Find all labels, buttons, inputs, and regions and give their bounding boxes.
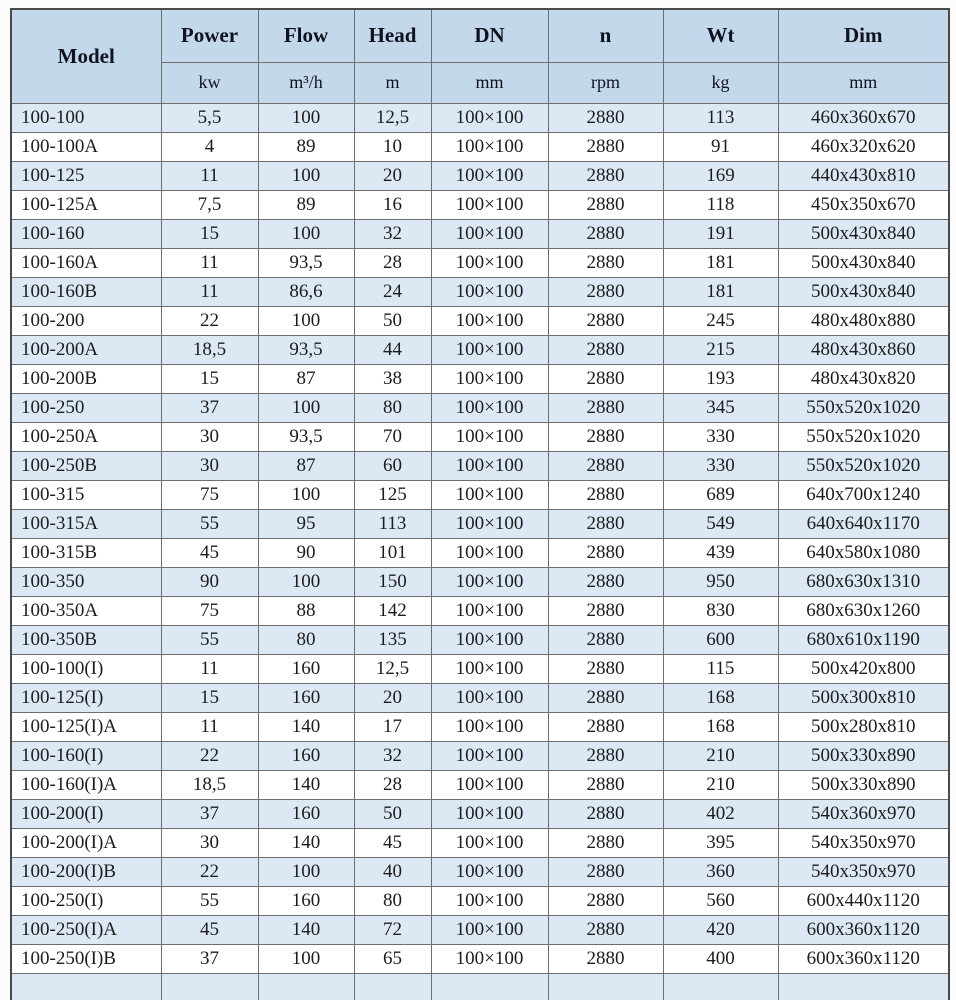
table-row: [11, 713, 949, 742]
cell-flow: 160: [258, 800, 354, 829]
cell-wt: [663, 974, 778, 1000]
cell-n: 2880: [548, 800, 663, 829]
cell-head: 135: [354, 626, 431, 655]
cell-dim: 500x330x890: [778, 742, 949, 771]
cell-head: 16: [354, 191, 431, 220]
cell-wt: 560: [663, 887, 778, 916]
cell-model: 100-100: [11, 104, 161, 133]
cell-power: 15: [161, 220, 258, 249]
table-row-partial: [11, 974, 949, 1000]
cell-n: 2880: [548, 771, 663, 800]
cell-wt: 360: [663, 858, 778, 887]
table-row: [11, 771, 949, 800]
cell-dn: 100×100: [431, 365, 548, 394]
cell-power: 11: [161, 655, 258, 684]
cell-dim: 480x430x860: [778, 336, 949, 365]
table-row: [11, 249, 949, 278]
cell-n: 2880: [548, 365, 663, 394]
cell-model: 100-160B: [11, 278, 161, 307]
table-row: [11, 539, 949, 568]
cell-power: 30: [161, 423, 258, 452]
cell-power: 22: [161, 742, 258, 771]
cell-model: 100-350B: [11, 626, 161, 655]
cell-head: 65: [354, 945, 431, 974]
cell-head: 142: [354, 597, 431, 626]
cell-dn: 100×100: [431, 452, 548, 481]
cell-n: 2880: [548, 336, 663, 365]
cell-dn: 100×100: [431, 655, 548, 684]
table-row: [11, 423, 949, 452]
cell-flow: 86,6: [258, 278, 354, 307]
cell-dn: 100×100: [431, 191, 548, 220]
cell-n: 2880: [548, 249, 663, 278]
cell-dim: 500x430x840: [778, 220, 949, 249]
cell-power: 15: [161, 365, 258, 394]
cell-model: 100-160: [11, 220, 161, 249]
table-body: [11, 104, 949, 1000]
table-row: [11, 278, 949, 307]
cell-model: 100-160A: [11, 249, 161, 278]
cell-wt: 168: [663, 713, 778, 742]
cell-dim: 680x630x1310: [778, 568, 949, 597]
table-row: [11, 452, 949, 481]
cell-dn: 100×100: [431, 539, 548, 568]
cell-n: 2880: [548, 539, 663, 568]
cell-dim: 460x360x670: [778, 104, 949, 133]
cell-flow: 140: [258, 713, 354, 742]
table-row: [11, 684, 949, 713]
cell-wt: 400: [663, 945, 778, 974]
cell-head: 40: [354, 858, 431, 887]
cell-head: 10: [354, 133, 431, 162]
cell-dn: 100×100: [431, 597, 548, 626]
cell-flow: 100: [258, 394, 354, 423]
cell-dim: 500x280x810: [778, 713, 949, 742]
cell-flow: 80: [258, 626, 354, 655]
cell-wt: 215: [663, 336, 778, 365]
column-header-model: Model: [11, 9, 161, 104]
column-header-power: Power: [161, 9, 258, 63]
cell-flow: 90: [258, 539, 354, 568]
cell-head: 20: [354, 162, 431, 191]
cell-flow: 160: [258, 887, 354, 916]
cell-head: 20: [354, 684, 431, 713]
table-row: [11, 133, 949, 162]
cell-head: 80: [354, 394, 431, 423]
cell-power: [161, 974, 258, 1000]
cell-n: 2880: [548, 684, 663, 713]
table-row: [11, 655, 949, 684]
cell-power: 55: [161, 626, 258, 655]
cell-flow: 140: [258, 916, 354, 945]
cell-power: 7,5: [161, 191, 258, 220]
cell-dn: 100×100: [431, 278, 548, 307]
cell-power: 45: [161, 539, 258, 568]
cell-wt: 549: [663, 510, 778, 539]
cell-head: 24: [354, 278, 431, 307]
cell-head: 50: [354, 307, 431, 336]
cell-n: [548, 974, 663, 1000]
cell-dn: 100×100: [431, 249, 548, 278]
cell-flow: 100: [258, 858, 354, 887]
cell-head: 12,5: [354, 104, 431, 133]
cell-flow: 160: [258, 655, 354, 684]
cell-head: 38: [354, 365, 431, 394]
cell-power: 11: [161, 162, 258, 191]
cell-power: 11: [161, 713, 258, 742]
cell-flow: 89: [258, 133, 354, 162]
cell-dim: 640x580x1080: [778, 539, 949, 568]
cell-dim: 480x480x880: [778, 307, 949, 336]
cell-power: 22: [161, 858, 258, 887]
cell-n: 2880: [548, 626, 663, 655]
cell-wt: 115: [663, 655, 778, 684]
cell-dn: 100×100: [431, 336, 548, 365]
cell-power: 37: [161, 394, 258, 423]
cell-head: 45: [354, 829, 431, 858]
cell-dn: 100×100: [431, 829, 548, 858]
cell-dim: 540x350x970: [778, 829, 949, 858]
cell-model: 100-250A: [11, 423, 161, 452]
cell-model: 100-200A: [11, 336, 161, 365]
cell-n: 2880: [548, 394, 663, 423]
cell-flow: [258, 974, 354, 1000]
cell-model: 100-250(I)B: [11, 945, 161, 974]
cell-model: 100-250(I)A: [11, 916, 161, 945]
cell-dim: 500x430x840: [778, 278, 949, 307]
cell-dim: 600x360x1120: [778, 916, 949, 945]
cell-head: 72: [354, 916, 431, 945]
cell-wt: 395: [663, 829, 778, 858]
cell-dn: 100×100: [431, 510, 548, 539]
cell-wt: 950: [663, 568, 778, 597]
cell-model: 100-100A: [11, 133, 161, 162]
table-row: [11, 365, 949, 394]
cell-power: 90: [161, 568, 258, 597]
cell-wt: 169: [663, 162, 778, 191]
table-row: [11, 336, 949, 365]
cell-flow: 140: [258, 771, 354, 800]
cell-wt: 210: [663, 742, 778, 771]
cell-dn: 100×100: [431, 771, 548, 800]
cell-power: 15: [161, 684, 258, 713]
cell-dn: 100×100: [431, 800, 548, 829]
cell-model: 100-160(I): [11, 742, 161, 771]
cell-dim: 640x700x1240: [778, 481, 949, 510]
cell-head: 60: [354, 452, 431, 481]
cell-power: 30: [161, 829, 258, 858]
cell-model: 100-100(I): [11, 655, 161, 684]
cell-power: 11: [161, 278, 258, 307]
cell-flow: 100: [258, 220, 354, 249]
cell-flow: 100: [258, 945, 354, 974]
cell-dn: 100×100: [431, 394, 548, 423]
cell-dn: 100×100: [431, 713, 548, 742]
cell-n: 2880: [548, 655, 663, 684]
cell-n: 2880: [548, 742, 663, 771]
cell-flow: 100: [258, 568, 354, 597]
cell-head: 125: [354, 481, 431, 510]
cell-model: 100-250B: [11, 452, 161, 481]
cell-dn: 100×100: [431, 133, 548, 162]
cell-power: 37: [161, 945, 258, 974]
cell-flow: 87: [258, 452, 354, 481]
table-row: [11, 220, 949, 249]
cell-model: 100-125A: [11, 191, 161, 220]
cell-wt: 830: [663, 597, 778, 626]
cell-n: 2880: [548, 858, 663, 887]
table-row: [11, 307, 949, 336]
cell-dim: 460x320x620: [778, 133, 949, 162]
table-header: [11, 9, 949, 104]
cell-wt: 330: [663, 452, 778, 481]
cell-dim: 550x520x1020: [778, 423, 949, 452]
cell-dim: 540x350x970: [778, 858, 949, 887]
cell-head: 80: [354, 887, 431, 916]
cell-dim: 680x610x1190: [778, 626, 949, 655]
cell-dn: 100×100: [431, 481, 548, 510]
cell-n: 2880: [548, 220, 663, 249]
cell-wt: 600: [663, 626, 778, 655]
cell-model: 100-315B: [11, 539, 161, 568]
cell-dim: 500x430x840: [778, 249, 949, 278]
cell-model: 100-250: [11, 394, 161, 423]
cell-power: 22: [161, 307, 258, 336]
cell-head: 70: [354, 423, 431, 452]
cell-model: [11, 974, 161, 1000]
cell-head: 113: [354, 510, 431, 539]
table-row: [11, 887, 949, 916]
cell-wt: 345: [663, 394, 778, 423]
column-header-n: n: [548, 9, 663, 63]
cell-n: 2880: [548, 887, 663, 916]
column-unit-head: m: [354, 63, 431, 104]
cell-n: 2880: [548, 916, 663, 945]
cell-model: 100-350A: [11, 597, 161, 626]
cell-wt: 689: [663, 481, 778, 510]
cell-wt: 420: [663, 916, 778, 945]
cell-n: 2880: [548, 133, 663, 162]
cell-n: 2880: [548, 307, 663, 336]
cell-head: 28: [354, 771, 431, 800]
cell-head: 44: [354, 336, 431, 365]
cell-dn: 100×100: [431, 423, 548, 452]
cell-head: 12,5: [354, 655, 431, 684]
cell-wt: 168: [663, 684, 778, 713]
cell-n: 2880: [548, 278, 663, 307]
table-row: [11, 191, 949, 220]
cell-n: 2880: [548, 481, 663, 510]
cell-wt: 181: [663, 278, 778, 307]
column-header-head: Head: [354, 9, 431, 63]
cell-flow: 95: [258, 510, 354, 539]
pump-spec-table: [10, 8, 950, 1000]
cell-dn: 100×100: [431, 858, 548, 887]
cell-n: 2880: [548, 104, 663, 133]
table-row: [11, 742, 949, 771]
cell-power: 5,5: [161, 104, 258, 133]
table-row: [11, 568, 949, 597]
table-row: [11, 104, 949, 133]
cell-flow: 140: [258, 829, 354, 858]
cell-dim: [778, 974, 949, 1000]
cell-model: 100-350: [11, 568, 161, 597]
cell-dim: 480x430x820: [778, 365, 949, 394]
column-header-flow: Flow: [258, 9, 354, 63]
cell-dim: 500x330x890: [778, 771, 949, 800]
cell-wt: 193: [663, 365, 778, 394]
cell-dim: 680x630x1260: [778, 597, 949, 626]
cell-wt: 118: [663, 191, 778, 220]
cell-dn: 100×100: [431, 742, 548, 771]
cell-dim: 440x430x810: [778, 162, 949, 191]
cell-wt: 210: [663, 771, 778, 800]
cell-n: 2880: [548, 423, 663, 452]
cell-power: 11: [161, 249, 258, 278]
cell-n: 2880: [548, 597, 663, 626]
column-header-dn: DN: [431, 9, 548, 63]
cell-dn: 100×100: [431, 626, 548, 655]
table-row: [11, 510, 949, 539]
table-row: [11, 945, 949, 974]
cell-n: 2880: [548, 452, 663, 481]
cell-dn: 100×100: [431, 916, 548, 945]
header-label-row: [11, 9, 949, 63]
cell-dim: 550x520x1020: [778, 394, 949, 423]
cell-wt: 439: [663, 539, 778, 568]
cell-dim: 600x360x1120: [778, 945, 949, 974]
column-unit-dim: mm: [778, 63, 949, 104]
cell-flow: 100: [258, 307, 354, 336]
column-unit-wt: kg: [663, 63, 778, 104]
cell-head: 32: [354, 220, 431, 249]
cell-head: 17: [354, 713, 431, 742]
cell-wt: 113: [663, 104, 778, 133]
cell-n: 2880: [548, 568, 663, 597]
cell-model: 100-200(I): [11, 800, 161, 829]
table-row: [11, 829, 949, 858]
cell-dim: 600x440x1120: [778, 887, 949, 916]
cell-dn: 100×100: [431, 568, 548, 597]
cell-dn: 100×100: [431, 307, 548, 336]
cell-power: 55: [161, 510, 258, 539]
cell-wt: 191: [663, 220, 778, 249]
cell-n: 2880: [548, 945, 663, 974]
cell-head: 101: [354, 539, 431, 568]
table-row: [11, 481, 949, 510]
column-unit-dn: mm: [431, 63, 548, 104]
cell-n: 2880: [548, 510, 663, 539]
column-unit-flow: m³/h: [258, 63, 354, 104]
cell-flow: 100: [258, 162, 354, 191]
cell-dn: 100×100: [431, 684, 548, 713]
cell-model: 100-200(I)B: [11, 858, 161, 887]
cell-head: 150: [354, 568, 431, 597]
cell-head: 32: [354, 742, 431, 771]
cell-model: 100-200B: [11, 365, 161, 394]
cell-dn: 100×100: [431, 887, 548, 916]
cell-power: 4: [161, 133, 258, 162]
table-row: [11, 800, 949, 829]
cell-flow: 89: [258, 191, 354, 220]
cell-power: 75: [161, 481, 258, 510]
cell-dim: 640x640x1170: [778, 510, 949, 539]
cell-head: [354, 974, 431, 1000]
table-row: [11, 858, 949, 887]
cell-dim: 500x300x810: [778, 684, 949, 713]
cell-model: 100-160(I)A: [11, 771, 161, 800]
cell-flow: 100: [258, 481, 354, 510]
cell-dn: [431, 974, 548, 1000]
cell-wt: 330: [663, 423, 778, 452]
cell-flow: 100: [258, 104, 354, 133]
cell-power: 37: [161, 800, 258, 829]
table-row: [11, 597, 949, 626]
column-header-wt: Wt: [663, 9, 778, 63]
cell-power: 45: [161, 916, 258, 945]
cell-model: 100-200(I)A: [11, 829, 161, 858]
table-row: [11, 626, 949, 655]
cell-model: 100-250(I): [11, 887, 161, 916]
cell-model: 100-125(I)A: [11, 713, 161, 742]
cell-head: 28: [354, 249, 431, 278]
cell-flow: 93,5: [258, 423, 354, 452]
table-row: [11, 916, 949, 945]
cell-model: 100-125: [11, 162, 161, 191]
cell-wt: 91: [663, 133, 778, 162]
cell-wt: 181: [663, 249, 778, 278]
cell-flow: 93,5: [258, 249, 354, 278]
cell-dn: 100×100: [431, 220, 548, 249]
cell-dim: 450x350x670: [778, 191, 949, 220]
cell-power: 18,5: [161, 771, 258, 800]
cell-dim: 550x520x1020: [778, 452, 949, 481]
cell-dn: 100×100: [431, 162, 548, 191]
column-unit-n: rpm: [548, 63, 663, 104]
table-row: [11, 394, 949, 423]
cell-dn: 100×100: [431, 945, 548, 974]
cell-flow: 87: [258, 365, 354, 394]
cell-dn: 100×100: [431, 104, 548, 133]
cell-power: 30: [161, 452, 258, 481]
cell-dim: 540x360x970: [778, 800, 949, 829]
column-unit-power: kw: [161, 63, 258, 104]
cell-model: 100-315: [11, 481, 161, 510]
column-header-dim: Dim: [778, 9, 949, 63]
cell-wt: 245: [663, 307, 778, 336]
cell-n: 2880: [548, 191, 663, 220]
cell-n: 2880: [548, 162, 663, 191]
cell-n: 2880: [548, 713, 663, 742]
table-row: [11, 162, 949, 191]
cell-model: 100-125(I): [11, 684, 161, 713]
cell-flow: 93,5: [258, 336, 354, 365]
cell-n: 2880: [548, 829, 663, 858]
cell-head: 50: [354, 800, 431, 829]
cell-flow: 160: [258, 684, 354, 713]
cell-power: 75: [161, 597, 258, 626]
cell-model: 100-200: [11, 307, 161, 336]
cell-model: 100-315A: [11, 510, 161, 539]
cell-wt: 402: [663, 800, 778, 829]
cell-power: 55: [161, 887, 258, 916]
cell-flow: 88: [258, 597, 354, 626]
cell-power: 18,5: [161, 336, 258, 365]
cell-flow: 160: [258, 742, 354, 771]
cell-dim: 500x420x800: [778, 655, 949, 684]
